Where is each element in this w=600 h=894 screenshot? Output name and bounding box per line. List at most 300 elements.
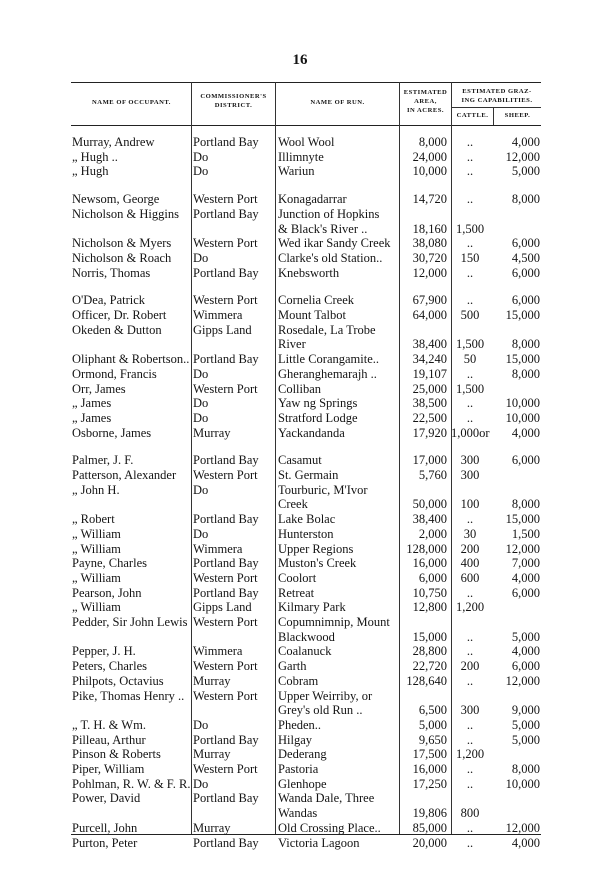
sheep-cell: 6,000 [511, 236, 540, 251]
run-name-cell: Hunterston [278, 526, 334, 541]
area-cell: 24,000 [412, 149, 447, 164]
occupant-cell: Ormond, Francis [72, 366, 157, 381]
sheep-cell: 4,000 [511, 135, 540, 149]
header-bottom-rule [71, 125, 541, 126]
table-row [72, 658, 542, 674]
table-row [72, 322, 542, 338]
cattle-cell: .. [466, 236, 474, 251]
table-top-rule [71, 82, 541, 83]
occupant-cell: Officer, Dr. Robert [72, 308, 167, 322]
cattle-cell: 600 [460, 570, 480, 585]
run-name-cell: Kilmary Park [278, 600, 346, 615]
table-row [72, 482, 542, 498]
table-row [72, 250, 542, 266]
area-cell: 17,500 [412, 747, 447, 762]
occupant-cell: Pepper, J. H. [72, 644, 136, 659]
table-row [72, 776, 542, 792]
district-cell: Gipps Land [193, 322, 252, 337]
table-row [72, 820, 542, 836]
table-row [72, 452, 542, 468]
occupant-cell: Patterson, Alexander [72, 468, 177, 482]
run-name-cell: Mount Talbot [278, 308, 346, 322]
district-cell: Murray [193, 747, 231, 762]
cattle-cell: .. [466, 820, 474, 835]
table-row [72, 381, 542, 397]
sheep-cell: 6,000 [511, 585, 540, 600]
header-district-line1: COMMISSIONER'S [200, 93, 267, 100]
area-cell: 19,107 [412, 366, 447, 381]
run-name-cell: Casamut [278, 453, 322, 468]
table-row [72, 746, 542, 762]
occupant-cell: Nicholson & Roach [72, 250, 172, 265]
sheep-cell: 7,000 [511, 556, 540, 571]
table-row [72, 614, 542, 630]
district-cell: Portland Bay [193, 206, 259, 221]
area-cell: 38,500 [412, 396, 447, 411]
district-cell: Western Port [193, 570, 258, 585]
table-row [72, 688, 542, 704]
district-cell: Western Port [193, 688, 258, 703]
cattle-cell: .. [466, 135, 474, 149]
header-grazing-line1: ESTIMATED GRAZ- [462, 88, 532, 95]
cattle-cell: .. [466, 396, 474, 411]
run-name-cell: Wandas [278, 806, 318, 821]
district-cell: Wimmera [193, 541, 243, 556]
cattle-cell: .. [466, 717, 474, 732]
header-sheep: SHEEP. [504, 112, 531, 119]
sheep-cell: 5,000 [511, 629, 540, 644]
district-cell: Western Port [193, 236, 258, 251]
table-row [72, 395, 542, 411]
district-cell: Portland Bay [193, 791, 259, 806]
area-cell: 17,920 [412, 425, 447, 440]
occupant-cell: Osborne, James [72, 425, 152, 440]
district-cell: Do [193, 149, 209, 164]
area-cell: 85,000 [412, 820, 447, 835]
cattle-cell: 200 [460, 659, 480, 674]
cattle-cell: .. [466, 366, 474, 381]
occupant-cell: „ William [72, 541, 121, 556]
run-name-cell: & Black's River .. [278, 221, 368, 236]
district-cell: Wimmera [193, 308, 243, 322]
sheep-cell: 12,000 [505, 673, 540, 688]
table-row [72, 805, 542, 821]
cattle-cell: 1,200 [455, 747, 485, 762]
run-name-cell: Cornelia Creek [278, 293, 355, 308]
run-name-cell: Konagadarrar [278, 192, 347, 207]
district-cell: Portland Bay [193, 135, 259, 149]
run-name-cell: Knebsworth [278, 265, 340, 280]
table-row [72, 191, 542, 207]
sheep-cell: 5,000 [511, 732, 540, 747]
run-name-cell: Yackandanda [278, 425, 345, 440]
table-row [72, 366, 542, 382]
district-cell: Do [193, 366, 209, 381]
cattle-cell: 50 [463, 352, 477, 367]
occupant-cell: Purton, Peter [72, 835, 138, 850]
area-cell: 64,000 [412, 308, 447, 322]
sheep-cell: 10,000 [505, 410, 540, 425]
grazing-subheader-rule [451, 107, 541, 108]
table-row [72, 425, 542, 441]
sheep-cell: 4,000 [511, 425, 540, 440]
header-grazing-line2: ING CAPABILITIES. [461, 97, 533, 104]
table-row [72, 541, 542, 557]
run-name-cell: Creek [278, 497, 308, 512]
sheep-cell: 5,000 [511, 717, 540, 732]
table-row [72, 134, 542, 150]
occupant-cell: „ Hugh .. [72, 149, 118, 164]
district-cell: Do [193, 396, 209, 411]
area-cell: 14,720 [412, 192, 447, 207]
header-district-line2: DISTRICT. [214, 102, 253, 109]
cattle-cell: .. [466, 192, 474, 207]
run-name-cell: Victoria Lagoon [278, 835, 360, 850]
area-cell: 20,000 [412, 835, 447, 850]
occupant-cell: Payne, Charles [72, 556, 147, 571]
table-row [72, 307, 542, 323]
occupant-cell: Okeden & Dutton [72, 322, 162, 337]
district-cell: Western Port [193, 192, 258, 207]
occupant-cell: „ John H. [72, 482, 120, 497]
header-area [400, 88, 451, 115]
occupant-cell: Peters, Charles [72, 659, 147, 674]
run-name-cell: Rosedale, La Trobe [278, 322, 376, 337]
occupant-cell: „ William [72, 600, 121, 615]
table-row [72, 163, 542, 179]
table-row [72, 410, 542, 426]
sheep-cell: 6,000 [511, 453, 540, 468]
district-cell: Murray [193, 425, 231, 440]
sheep-cell: 8,000 [511, 762, 540, 776]
sheep-cell: 1,500 [511, 526, 540, 541]
sheep-cell: 9,000 [511, 703, 540, 718]
occupant-cell: Newsom, George [72, 192, 160, 207]
occupant-cell: Orr, James [72, 381, 126, 396]
district-cell: Gipps Land [193, 600, 252, 615]
area-cell: 17,250 [412, 776, 447, 791]
cattle-cell: 300 [460, 468, 480, 482]
sheep-cell: 8,000 [511, 192, 540, 207]
run-name-cell: Copumnimnip, Mount [278, 615, 390, 629]
sheep-cell: 4,500 [511, 250, 540, 265]
cattle-cell: .. [466, 776, 474, 791]
run-name-cell: Upper Weirriby, or [278, 688, 373, 703]
occupant-cell: O'Dea, Patrick [72, 293, 146, 308]
run-name-cell: Wool Wool [278, 135, 335, 149]
occupant-cell: Pinson & Roberts [72, 747, 161, 762]
area-cell: 9,650 [418, 732, 447, 747]
occupant-cell: Norris, Thomas [72, 265, 151, 280]
cattle-cell: .. [466, 585, 474, 600]
occupant-cell: Pilleau, Arthur [72, 732, 146, 747]
run-name-cell: Lake Bolac [278, 512, 336, 527]
district-cell: Do [193, 482, 209, 497]
run-name-cell: Old Crossing Place.. [278, 820, 381, 835]
district-cell: Western Port [193, 762, 258, 776]
run-name-cell: Grey's old Run .. [278, 703, 363, 718]
run-name-cell: Glenhope [278, 776, 327, 791]
table-row [72, 570, 542, 586]
cattle-cell: 400 [460, 556, 480, 571]
district-cell: Portland Bay [193, 556, 259, 571]
area-cell: 18,160 [412, 221, 447, 236]
table-row [72, 643, 542, 659]
district-cell: Murray [193, 820, 231, 835]
district-cell: Do [193, 164, 209, 179]
district-cell: Do [193, 776, 209, 791]
area-cell: 10,750 [412, 585, 447, 600]
table-row [72, 761, 542, 777]
run-name-cell: Upper Regions [278, 541, 354, 556]
area-cell: 16,000 [412, 556, 447, 571]
sheep-cell: 8,000 [511, 366, 540, 381]
cattle-cell: 300 [460, 703, 480, 718]
occupant-cell: Palmer, J. F. [72, 453, 134, 468]
header-area-line1: ESTIMATED [403, 89, 448, 96]
sheep-cell: 8,000 [511, 337, 540, 352]
district-cell: Portland Bay [193, 835, 259, 850]
header-run: NAME OF RUN. [310, 99, 365, 106]
cattle-cell: .. [466, 732, 474, 747]
area-cell: 34,240 [412, 352, 447, 367]
table-row [72, 235, 542, 251]
table-row [72, 555, 542, 571]
run-name-cell: Coalanuck [278, 644, 332, 659]
area-cell: 10,000 [412, 164, 447, 179]
header-cattle: CATTLE. [456, 112, 489, 119]
run-name-cell: Coolort [278, 570, 317, 585]
table-row [72, 835, 542, 851]
run-name-cell: Dederang [278, 747, 327, 762]
district-cell: Do [193, 526, 209, 541]
area-cell: 19,806 [412, 806, 447, 821]
cattle-cell: .. [466, 762, 474, 776]
run-name-cell: Colliban [278, 381, 322, 396]
cattle-cell: 800 [460, 806, 480, 821]
area-cell: 2,000 [418, 526, 447, 541]
cattle-cell: .. [466, 629, 474, 644]
occupant-cell: „ Hugh [72, 164, 109, 179]
cattle-cell: .. [466, 835, 474, 850]
header-occupant: NAME OF OCCUPANT. [92, 99, 171, 106]
area-cell: 17,000 [412, 453, 447, 468]
run-name-cell: Illimnyte [278, 149, 324, 164]
run-name-cell: Pastoria [278, 762, 319, 776]
header-grazing [452, 87, 542, 105]
occupant-cell: Pike, Thomas Henry .. [72, 688, 185, 703]
run-name-cell: Retreat [278, 585, 315, 600]
cattle-cell: .. [466, 265, 474, 280]
area-cell: 38,400 [412, 512, 447, 527]
area-cell: 12,800 [412, 600, 447, 615]
occupant-cell: Oliphant & Robertson.. [72, 352, 190, 367]
district-cell: Western Port [193, 615, 258, 629]
occupant-cell: „ James [72, 396, 112, 411]
table-row [72, 673, 542, 689]
area-cell: 5,760 [418, 468, 447, 482]
table-row [72, 717, 542, 733]
district-cell: Do [193, 250, 209, 265]
sheep-cell: 4,000 [511, 570, 540, 585]
district-cell: Portland Bay [193, 585, 259, 600]
table-row [72, 467, 542, 483]
district-cell: Portland Bay [193, 453, 259, 468]
table-row [72, 790, 542, 806]
area-cell: 22,720 [412, 659, 447, 674]
occupant-cell: Purcell, John [72, 820, 138, 835]
table-row [72, 206, 542, 222]
occupant-cell: Pohlman, R. W. & F. R. [72, 776, 191, 791]
table-row [72, 221, 542, 237]
sheep-cell: 12,000 [505, 149, 540, 164]
run-name-cell: Clarke's old Station.. [278, 250, 383, 265]
run-name-cell: Hilgay [278, 732, 313, 747]
header-area-line2: AREA, [414, 98, 437, 105]
table-row [72, 351, 542, 367]
sheep-cell: 6,000 [511, 659, 540, 674]
district-cell: Western Port [193, 381, 258, 396]
occupant-cell: Philpots, Octavius [72, 673, 164, 688]
occupant-cell: „ William [72, 570, 121, 585]
run-name-cell: Muston's Creek [278, 556, 357, 571]
district-cell: Portland Bay [193, 732, 259, 747]
header-area-line3: IN ACRES. [406, 107, 445, 114]
cattle-cell: .. [466, 149, 474, 164]
area-cell: 50,000 [412, 497, 447, 512]
run-name-cell: Gheranghemarajh .. [278, 366, 377, 381]
sheep-cell: 15,000 [505, 512, 540, 527]
sheep-cell: 4,000 [511, 644, 540, 659]
area-cell: 128,640 [406, 673, 447, 688]
occupant-cell: „ William [72, 526, 121, 541]
sheep-cell: 5,000 [511, 164, 540, 179]
area-cell: 6,500 [418, 703, 447, 718]
cattle-cell: 200 [460, 541, 480, 556]
cattle-cell: 1,500 [455, 381, 485, 396]
sheep-cell: 8,000 [511, 497, 540, 512]
table-row [72, 149, 542, 165]
run-name-cell: St. Germain [278, 468, 339, 482]
cattle-cell: 1,000or [451, 425, 490, 440]
area-cell: 38,400 [412, 337, 447, 352]
area-cell: 16,000 [412, 762, 447, 776]
cattle-cell: .. [466, 673, 474, 688]
cattle-cell: 150 [460, 250, 480, 265]
area-cell: 128,000 [406, 541, 447, 556]
sheep-cell: 12,000 [505, 820, 540, 835]
district-cell: Murray [193, 673, 231, 688]
cattle-cell: 30 [463, 526, 477, 541]
district-cell: Do [193, 410, 209, 425]
table-row [72, 732, 542, 748]
sheep-cell: 12,000 [505, 541, 540, 556]
table-row [72, 292, 542, 308]
run-name-cell: Yaw ng Springs [278, 396, 358, 411]
table-row [72, 511, 542, 527]
sheep-cell: 6,000 [511, 293, 540, 308]
run-name-cell: Garth [278, 659, 307, 674]
run-name-cell: River [278, 337, 306, 352]
area-cell: 6,000 [418, 570, 447, 585]
run-name-cell: Junction of Hopkins [278, 206, 380, 221]
table-row [72, 336, 542, 352]
occupant-cell: Pearson, John [72, 585, 142, 600]
cattle-cell: .. [466, 164, 474, 179]
area-cell: 15,000 [412, 629, 447, 644]
table-row [72, 526, 542, 542]
cattle-cell: .. [466, 512, 474, 527]
occupant-cell: „ T. H. & Wm. [72, 717, 146, 732]
run-name-cell: Wanda Dale, Three [278, 791, 375, 806]
cattle-cell: 1,500 [455, 221, 485, 236]
sheep-cell: 4,000 [511, 835, 540, 850]
sheep-cell: 10,000 [505, 776, 540, 791]
area-cell: 28,800 [412, 644, 447, 659]
district-cell: Portland Bay [193, 265, 259, 280]
area-cell: 30,720 [412, 250, 447, 265]
sheep-cell: 15,000 [505, 308, 540, 322]
district-cell: Western Port [193, 659, 258, 674]
page-number: 16 [292, 52, 308, 68]
run-name-cell: Cobram [278, 673, 319, 688]
occupant-cell: Murray, Andrew [72, 135, 155, 149]
cattle-cell: .. [466, 293, 474, 308]
occupant-cell: Piper, William [72, 762, 145, 776]
occupant-cell: „ James [72, 410, 112, 425]
area-cell: 22,500 [412, 410, 447, 425]
cattle-cell: 1,500 [455, 337, 485, 352]
occupant-cell: Power, David [72, 791, 141, 806]
cattle-cell: .. [466, 644, 474, 659]
district-cell: Wimmera [193, 644, 243, 659]
cattle-cell: 300 [460, 453, 480, 468]
sheep-cell: 6,000 [511, 265, 540, 280]
area-cell: 12,000 [412, 265, 447, 280]
cattle-cell: .. [466, 410, 474, 425]
area-cell: 67,900 [412, 293, 447, 308]
occupant-cell: Nicholson & Myers [72, 236, 172, 251]
table-row [72, 702, 542, 718]
sheep-cell: 15,000 [505, 352, 540, 367]
run-name-cell: Stratford Lodge [278, 410, 358, 425]
run-name-cell: Wariun [278, 164, 315, 179]
district-cell: Western Port [193, 293, 258, 308]
area-cell: 38,080 [412, 236, 447, 251]
table-row [72, 265, 542, 281]
run-name-cell: Blackwood [278, 629, 335, 644]
district-cell: Do [193, 717, 209, 732]
area-cell: 5,000 [418, 717, 447, 732]
cattle-cell: 1,200 [455, 600, 485, 615]
area-cell: 25,000 [412, 381, 447, 396]
district-cell: Portland Bay [193, 352, 259, 367]
table-row [72, 496, 542, 512]
run-name-cell: Little Corangamite.. [278, 352, 380, 367]
cattle-cell: 500 [460, 308, 480, 322]
occupant-cell: Pedder, Sir John Lewis [72, 615, 188, 629]
district-cell: Western Port [193, 468, 258, 482]
occupant-cell: Nicholson & Higgins [72, 206, 179, 221]
table-row [72, 585, 542, 601]
header-district [192, 92, 275, 110]
district-cell: Portland Bay [193, 512, 259, 527]
occupant-cell: „ Robert [72, 512, 115, 527]
cattle-cell: 100 [460, 497, 480, 512]
run-name-cell: Wed ikar Sandy Creek [278, 236, 391, 251]
table-row [72, 599, 542, 615]
table-row [72, 629, 542, 645]
